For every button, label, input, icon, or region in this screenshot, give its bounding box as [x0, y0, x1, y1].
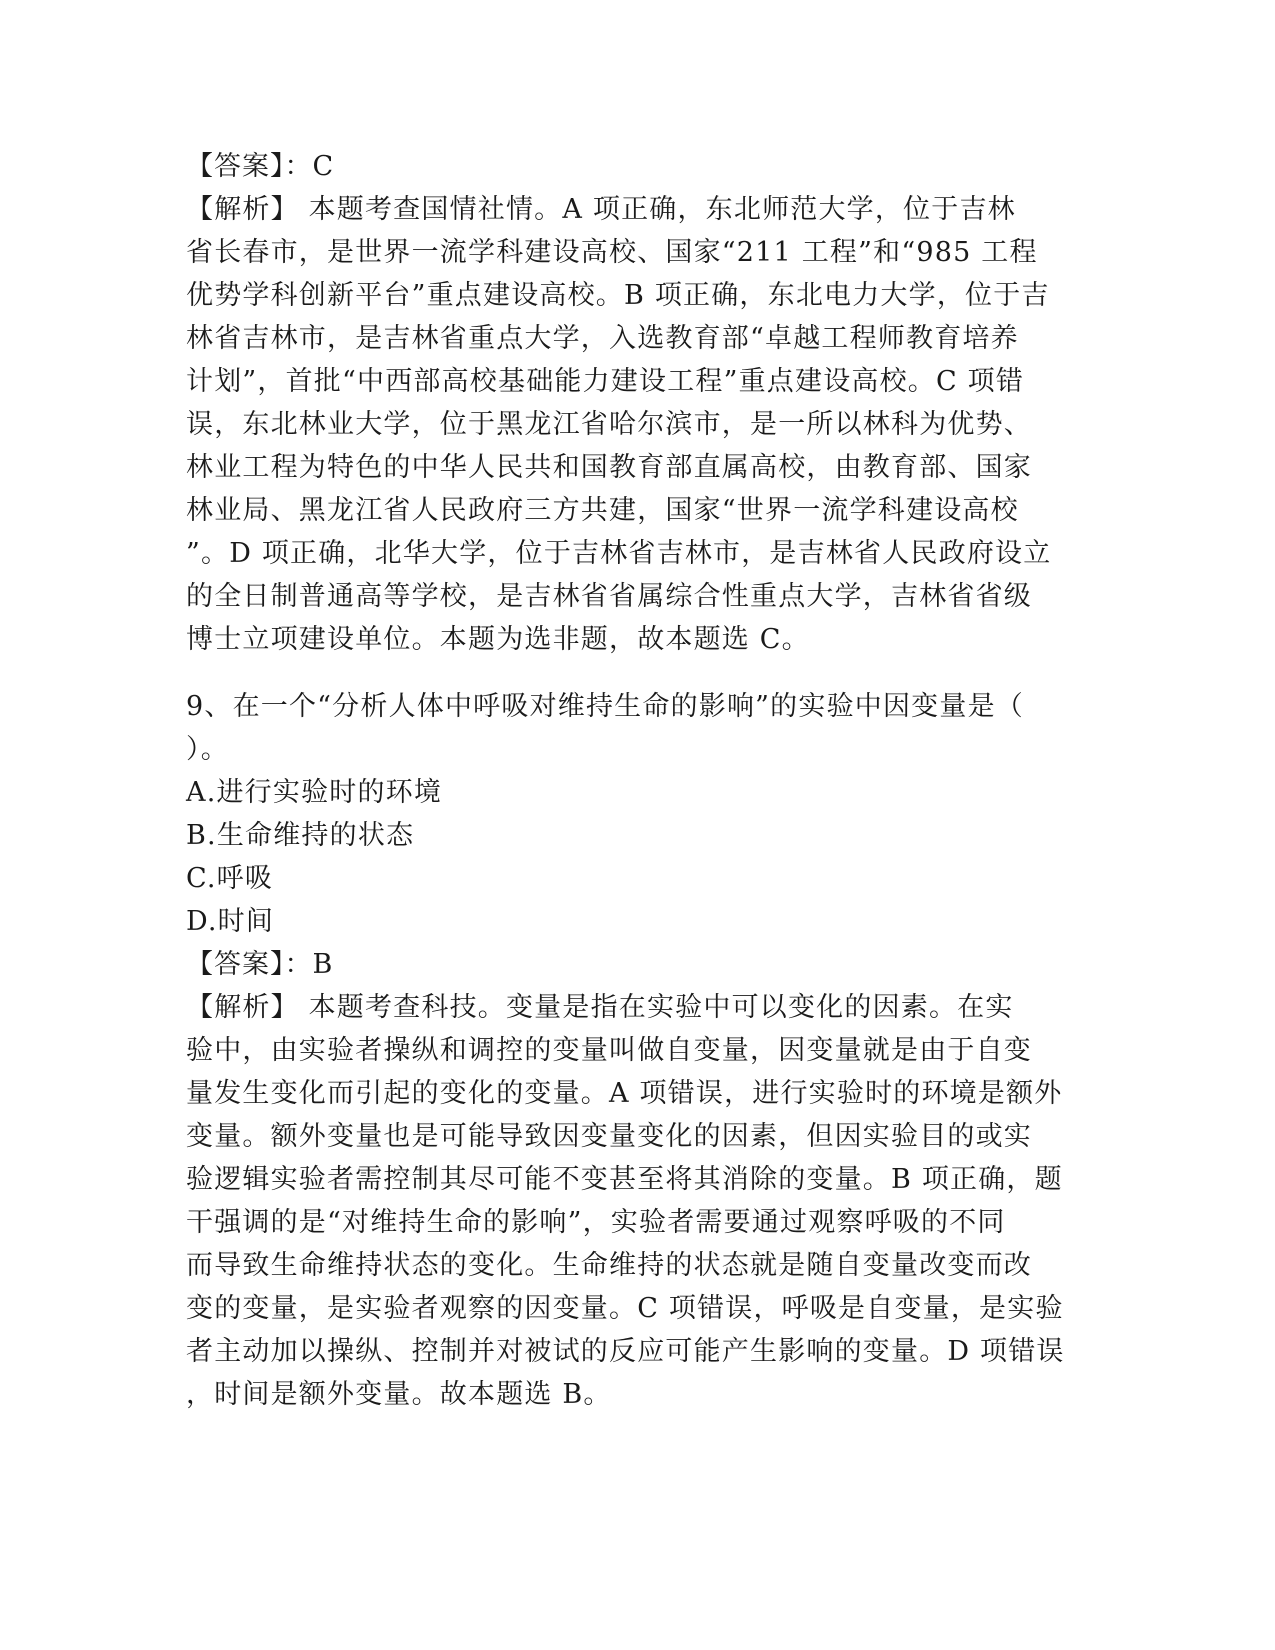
- analysis-line: 林省吉林市，是吉林省重点大学，入选教育部“卓越工程师教育培养: [186, 323, 1019, 354]
- analysis-line: 验逻辑实验者需控制其尽可能不变甚至将其消除的变量。B 项正确，题: [186, 1164, 1063, 1195]
- analysis-line: 者主动加以操纵、控制并对被试的反应可能产生影响的变量。D 项错误: [186, 1336, 1065, 1367]
- option-b: B.生命维持的状态: [186, 820, 415, 851]
- block1-answer: 【答案】：C: [186, 151, 335, 182]
- analysis-line: 而导致生命维持状态的变化。生命维持的状态就是随自变量改变而改: [186, 1250, 1032, 1281]
- analysis-line: 干强调的是“对维持生命的影响”，实验者需要通过观察呼吸的不同: [186, 1207, 1006, 1238]
- analysis-line: 博士立项建设单位。本题为选非题，故本题选 C。: [186, 624, 810, 655]
- question9-answer: 【答案】：B: [186, 949, 334, 980]
- analysis-line: 计划”，首批“中西部高校基础能力建设工程”重点建设高校。C 项错: [186, 366, 1025, 397]
- analysis-line: 验中，由实验者操纵和调控的变量叫做自变量，因变量就是由于自变: [186, 1035, 1032, 1066]
- analysis-line: 变的变量，是实验者观察的因变量。C 项错误，呼吸是自变量，是实验: [186, 1293, 1064, 1324]
- analysis-line: 误，东北林业大学，位于黑龙江省哈尔滨市，是一所以林科为优势、: [186, 409, 1032, 440]
- analysis-line: 量发生变化而引起的变化的变量。A 项错误，进行实验时的环境是额外: [186, 1078, 1063, 1109]
- analysis-line: 优势学科创新平台”重点建设高校。B 项正确，东北电力大学，位于吉: [186, 280, 1050, 311]
- analysis-line: 【解析】 本题考查科技。变量是指在实验中可以变化的因素。在实: [186, 992, 1014, 1023]
- analysis-line: 的全日制普通高等学校，是吉林省省属综合性重点大学，吉林省省级: [186, 581, 1032, 612]
- question-stem: 9、在一个“分析人体中呼吸对维持生命的影响”的实验中因变量是（: [186, 691, 1024, 722]
- section-gap: [186, 661, 1076, 685]
- analysis-line: ”。D 项正确，北华大学，位于吉林省吉林市，是吉林省人民政府设立: [186, 538, 1052, 569]
- option-a: A.进行实验时的环境: [186, 777, 443, 808]
- analysis-line: 省长春市，是世界一流学科建设高校、国家“211 工程”和“985 工程: [186, 237, 1038, 268]
- question-stem: ）。: [186, 734, 229, 765]
- question9-analysis: [186, 986, 1076, 1416]
- analysis-line: ，时间是额外变量。故本题选 B。: [186, 1379, 612, 1410]
- question-9: [186, 685, 1076, 1416]
- analysis-line: 变量。额外变量也是可能导致因变量变化的因素，但因实验目的或实: [186, 1121, 1032, 1152]
- option-c: C.呼吸: [186, 863, 274, 894]
- document-page: [186, 145, 1076, 1416]
- analysis-line: 林业工程为特色的中华人民共和国教育部直属高校，由教育部、国家: [186, 452, 1032, 483]
- option-d: D.时间: [186, 906, 275, 937]
- block1-analysis: [186, 188, 1076, 661]
- analysis-line: 林业局、黑龙江省人民政府三方共建，国家“世界一流学科建设高校: [186, 495, 1019, 526]
- analysis-line: 【解析】 本题考查国情社情。A 项正确，东北师范大学，位于吉林: [186, 194, 1016, 225]
